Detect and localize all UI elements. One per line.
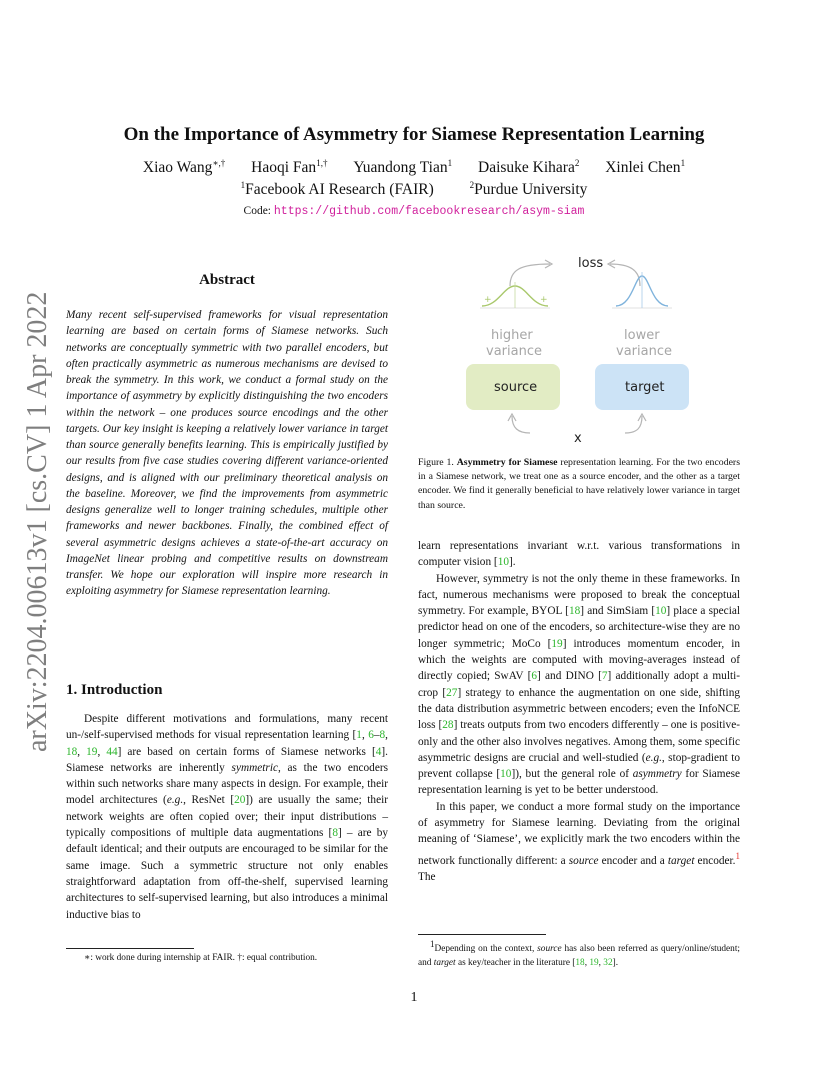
citation-link[interactable]: 10 — [655, 605, 667, 618]
svg-text:+: + — [540, 295, 548, 305]
right-column-text — [418, 538, 740, 885]
footnote-terminology: $^1$Depending on the context, source has also been referred as query/online/student; and target as key/teacher in the literature [18, 19, 32]. — [418, 939, 741, 968]
citation-link[interactable]: 8 — [332, 827, 338, 840]
code-line — [60, 205, 768, 218]
author: Yuandong Tian$^1$ — [353, 158, 453, 177]
figure-caption: Figure 1. Asymmetry for Siamese representation learning. For the two encoders in a Siamese network, we treat one as a source encoder, and the other as a target encoder. We find it generally beneficial to have relatively lower variance in target than source. — [418, 457, 741, 511]
footnote-marker[interactable]: 1 — [735, 850, 741, 861]
citation-link[interactable]: 4 — [375, 745, 382, 758]
citation-link[interactable]: 19 — [551, 637, 563, 650]
lower-label: lower — [624, 328, 660, 343]
paper-title: On the Importance of Asymmetry for Siamese Representation Learning — [123, 124, 705, 145]
section-heading-introduction: 1. Introduction — [66, 682, 163, 698]
paragraph: learn representations invariant w.r.t. various transformations in computer vision [10]. — [418, 540, 740, 569]
citation-link[interactable]: 27 — [446, 686, 458, 699]
page-number: 1 — [410, 990, 418, 1005]
citation-link[interactable]: 18 — [575, 957, 585, 968]
citation-link[interactable]: 10 — [497, 556, 509, 569]
variance-label-left: variance — [486, 344, 542, 359]
citation-link[interactable]: 18 — [66, 745, 78, 758]
svg-text:+: + — [484, 295, 492, 305]
abstract-text: Many recent self-supervised frameworks for visual representation learning are based on certain forms of Siamese networks. Such networks are conceptually symmetric with two parallel encoders, but often practically asymmetric as numerous mechanisms are devised to break the symmetry. In this work, we conduct a formal study on the importance of asymmetry by explicitly distinguishing the two encoders within the network – one produces source encodings and the other targets. Our key insight is keeping a relatively lower variance in target than source generally benefits learning. This is empirically justified by our results from five case studies covering different variance-oriented designs, and is aligned with our preliminary theoretical analysis on the baseline. Moreover, we find the improvements from asymmetric designs generalize well to longer training schedules, multiple other frameworks and newer backbones. Finally, the combined effect of several asymmetric designs achieves a state-of-the-art accuracy on ImageNet linear probing and competitive results on downstream transfer. We hope our exploration will inspire more research in exploiting asymmetry for Siamese representation learning. — [66, 309, 388, 598]
footnote-contribution: ∗: work done during internship at FAIR. †: equal contribution. — [84, 953, 318, 963]
author: Haoqi Fan$^{1,\dagger}$ — [251, 158, 328, 177]
paragraph: However, symmetry is not the only theme in these frameworks. In fact, numerous mechanisms were proposed to break the conceptual symmetry. For example, BYOL [18] and SimSiam [10] place a special predictor head on one of the encoders, so architecture-wise they are no longer symmetric; MoCo [19] introduces momentum encoder, in which the weights are computed with moving-averages instead of directly copied; SwAV [6] and DINO [7] additionally adopt a multi-crop [27] strategy to enhance the augmentation on one side, shifting the data distribution asymmetric between encoders; even the InfoNCE loss [28] treats outputs from two encoders differently – one is positive-only and the other also involves negatives. Among them, some specific asymmetric designs are crucial and well-studied (e.g., stop-gradient to prevent collapse [10]), but the general role of asymmetry for Siamese representation learning is yet to be better understood. — [418, 572, 740, 797]
author: Xinlei Chen$^1$ — [605, 158, 686, 177]
footnote-rule — [66, 948, 194, 949]
footnote-rule — [418, 934, 546, 935]
loss-label: loss — [578, 256, 604, 271]
code-label: Code: — [243, 205, 272, 217]
figure-asymmetry-diagram — [420, 248, 760, 448]
target-label: target — [625, 380, 665, 395]
author: Xiao Wang∗,† — [142, 158, 226, 177]
input-x-label: x — [574, 431, 582, 446]
arrow-left-top — [510, 264, 550, 286]
author-list — [60, 158, 768, 177]
citation-link[interactable]: 20 — [234, 794, 246, 807]
variance-label-right: variance — [616, 344, 672, 359]
affiliation: $^2$Purdue University — [469, 180, 588, 199]
citation-link[interactable]: 1 — [356, 729, 362, 742]
source-label: source — [494, 380, 538, 395]
citation-link[interactable]: 19 — [589, 957, 599, 968]
higher-label: higher — [491, 328, 533, 343]
citation-link[interactable]: 18 — [568, 605, 581, 618]
affiliation-list — [60, 180, 768, 199]
code-link[interactable]: https://github.com/facebookresearch/asym-siam — [273, 205, 585, 218]
author: Daisuke Kihara$^2$ — [478, 158, 580, 177]
citation-link[interactable]: 28 — [442, 719, 454, 732]
abstract-heading: Abstract — [199, 272, 255, 288]
citation-link[interactable]: 8 — [379, 729, 386, 742]
citation-link[interactable]: 7 — [601, 670, 608, 683]
citation-link[interactable]: 6 — [368, 729, 374, 742]
arxiv-stamp — [0, 290, 70, 752]
citation-link[interactable]: 6 — [531, 670, 538, 683]
paragraph: In this paper, we conduct a more formal study on the importance of asymmetry for Siamese learning. Deviating from the original meaning of ‘Siamese’, we explicitly mark the two encoders within the network functionally different: a source encoder and a target encoder.$^1$ The — [418, 800, 741, 883]
citation-link[interactable]: 19 — [86, 745, 98, 758]
arxiv-id-text: arXiv:2204.00613v1 [cs.CV] 1 Apr 2022 — [22, 291, 53, 752]
citation-link[interactable]: 32 — [603, 957, 613, 968]
intro-paragraph: Despite different motivations and formulations, many recent un-/self-supervised methods for visual representation learning [1, 6–8, 18, 19, 44] are based on certain forms of Siamese networks [4]. Siamese networks are inherently symmetric, as the two encoders within such networks share many aspects in design. For example, their model architectures (e.g., ResNet [20]) are usually the same; their network weights are often copied over; their input distributions – typically compositions of multiple data augmentations [8] – are by default identical; and their outputs are encouraged to be similar for the same image. Such a symmetric structure not only enables straightforward adaptation from off-the-shelf, supervised learning architectures to self-supervised learning, but also introduces a minimal inductive bias to — [66, 713, 388, 921]
citation-link[interactable]: 44 — [106, 745, 118, 758]
affiliation: $^1$Facebook AI Research (FAIR) — [240, 180, 434, 199]
citation-link[interactable]: 10 — [500, 768, 512, 781]
